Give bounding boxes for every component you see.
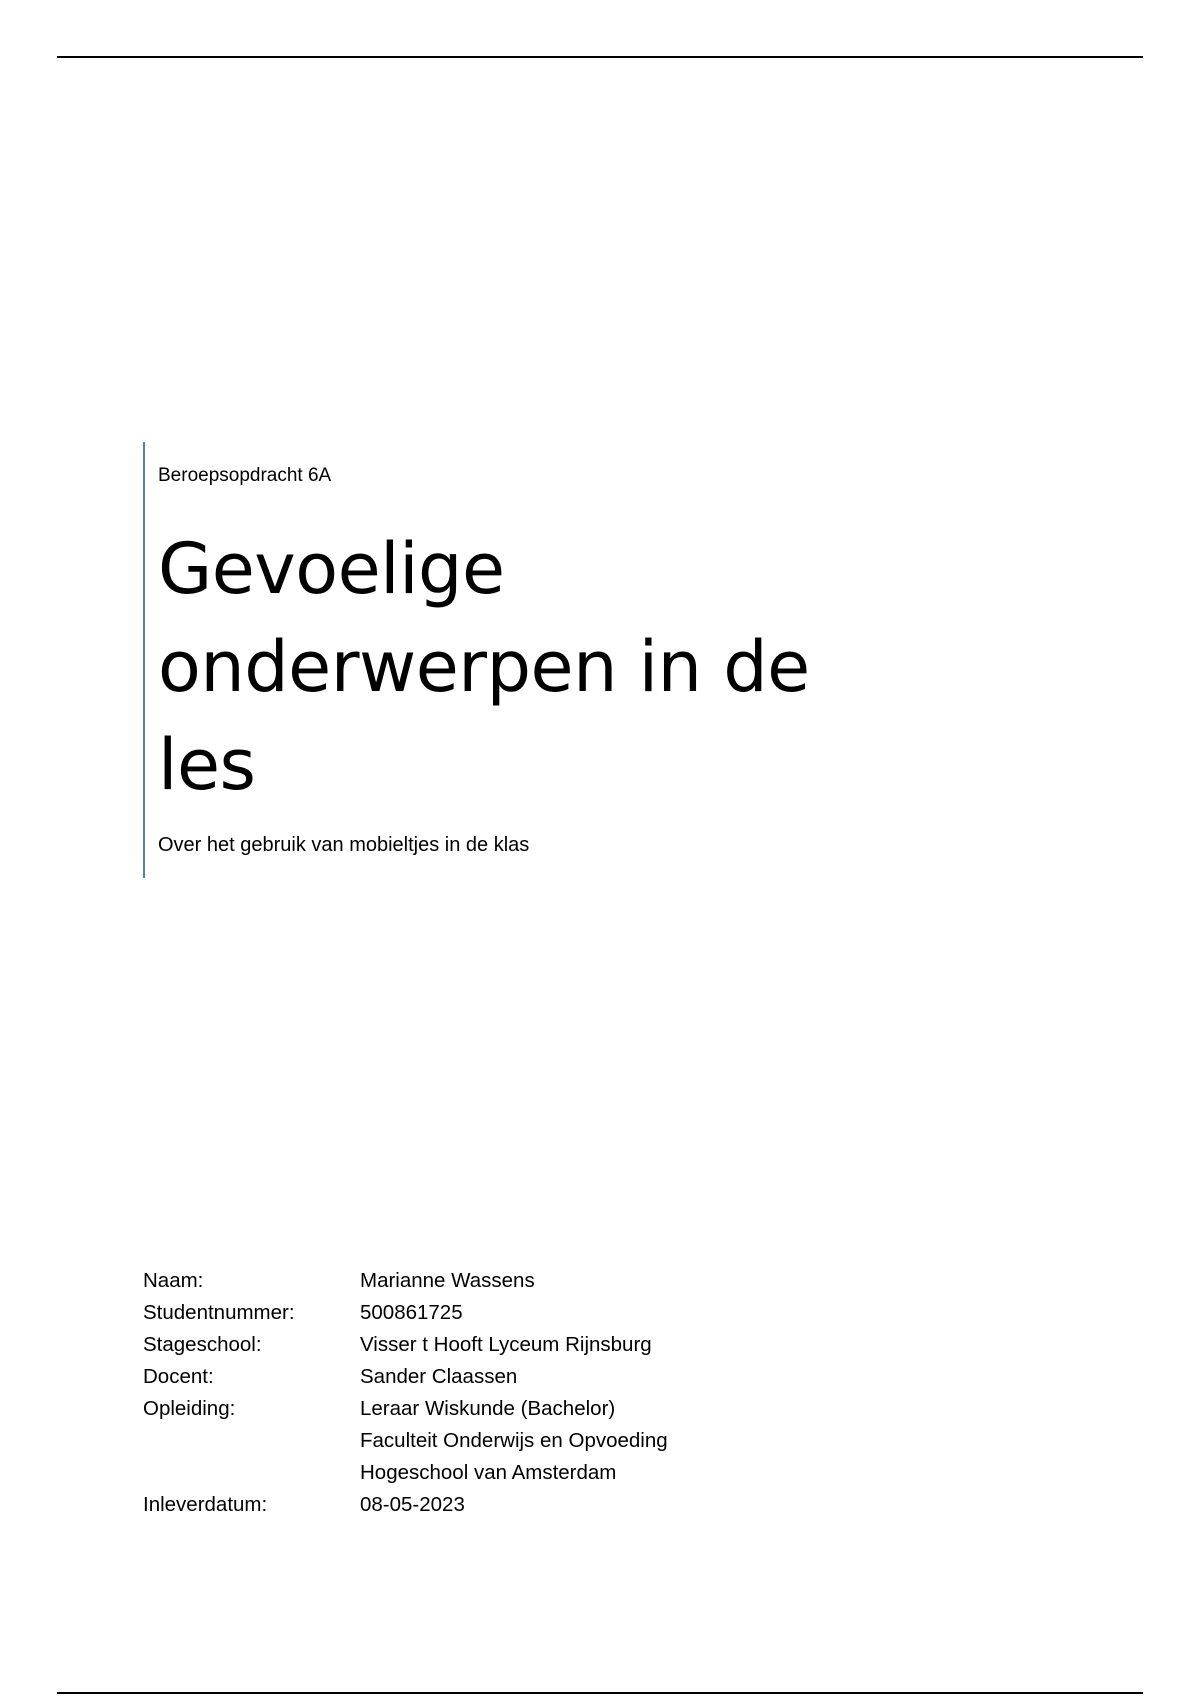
info-value: Hogeschool van Amsterdam: [360, 1461, 617, 1484]
info-row-student-number: [143, 1297, 843, 1329]
title-block: [143, 442, 903, 878]
document-title: [158, 520, 878, 814]
info-row-name: [143, 1265, 843, 1297]
info-value: 08-05-2023: [360, 1493, 465, 1516]
info-label: Naam:: [143, 1269, 204, 1292]
document-subject: Beroepsopdracht 6A: [158, 465, 332, 486]
info-value: Sander Claassen: [360, 1365, 518, 1388]
info-row-due-date: [143, 1489, 843, 1521]
info-value: Marianne Wassens: [360, 1269, 535, 1292]
info-label: Stageschool:: [143, 1333, 262, 1356]
info-label: Studentnummer:: [143, 1301, 295, 1324]
info-label: Opleiding:: [143, 1397, 236, 1420]
document-subtitle: Over het gebruik van mobieltjes in de klas: [158, 834, 530, 856]
info-row-internship-school: [143, 1329, 843, 1361]
title-line: les: [158, 724, 256, 806]
title-line: onderwerpen in de: [158, 626, 810, 708]
info-label: Docent:: [143, 1365, 214, 1388]
footer-rule: [57, 1692, 1143, 1694]
header-rule: [57, 56, 1143, 58]
info-label: Inleverdatum:: [143, 1493, 268, 1516]
info-value: Faculteit Onderwijs en Opvoeding: [360, 1429, 668, 1452]
info-row-program: [143, 1393, 843, 1489]
title-line: Gevoelige: [158, 528, 505, 610]
info-value: 500861725: [360, 1301, 463, 1324]
info-row-teacher: [143, 1361, 843, 1393]
info-value: Leraar Wiskunde (Bachelor): [360, 1397, 616, 1420]
info-value: Visser t Hooft Lyceum Rijnsburg: [360, 1333, 652, 1356]
student-info-table: [143, 1265, 843, 1521]
